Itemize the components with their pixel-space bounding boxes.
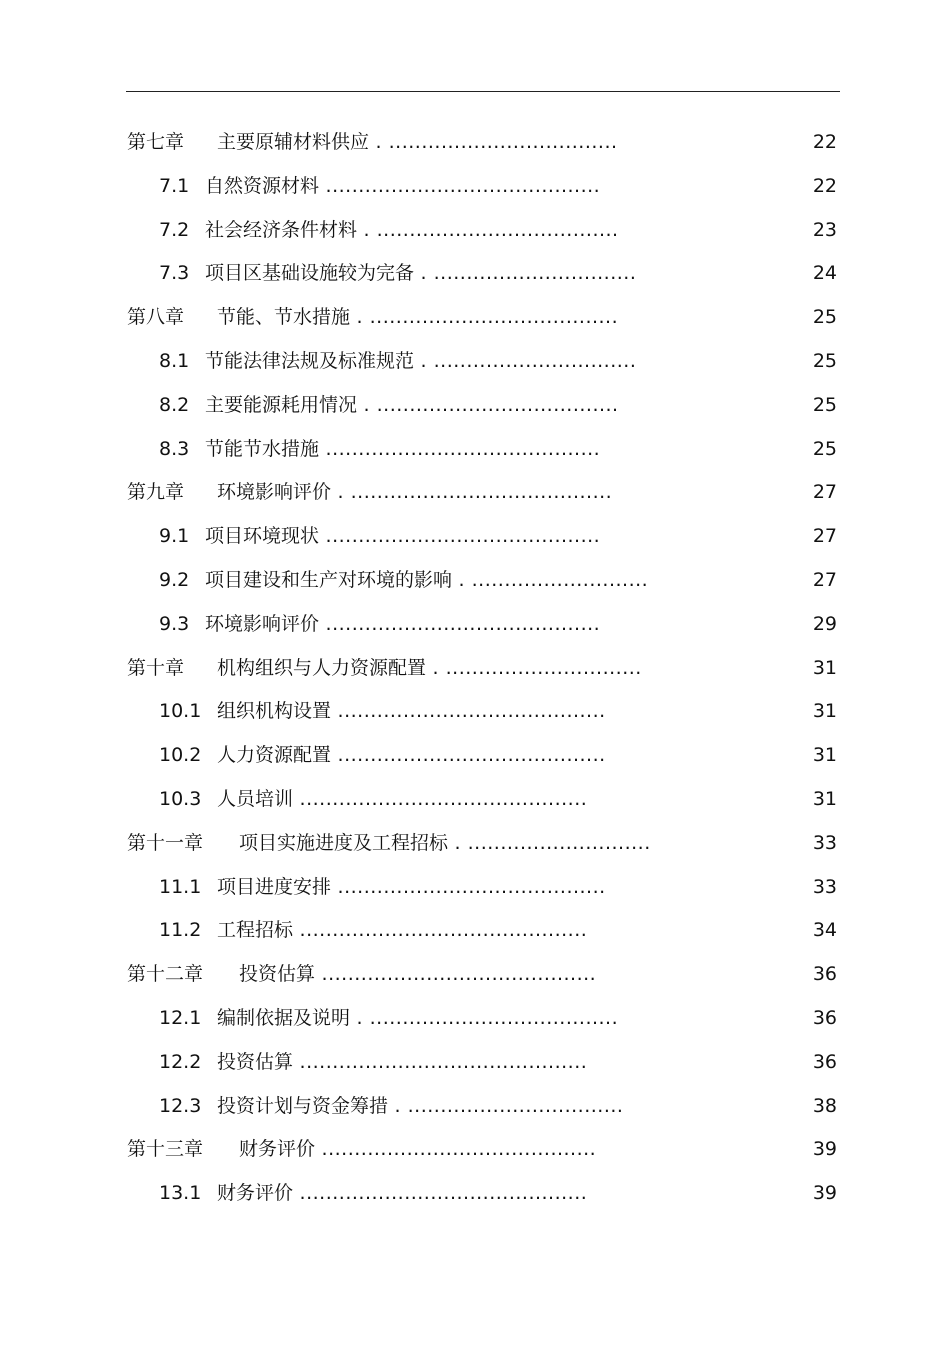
toc-entry-title: 投资计划与资金筹措 . .................................: [217, 1094, 624, 1117]
header-rule: [126, 91, 840, 92]
toc-entry-section-8-3[interactable]: [0, 428, 950, 472]
toc-entry-section-12-3[interactable]: [0, 1085, 950, 1129]
toc-entry-number: 12.1: [159, 1006, 202, 1029]
toc-entry-section-10-2[interactable]: [0, 734, 950, 778]
toc-entry-number: 10.3: [159, 787, 202, 810]
toc-entry-section-10-1[interactable]: [0, 690, 950, 734]
toc-entry-number: 9.3: [159, 612, 190, 635]
toc-entry-section-11-1[interactable]: [0, 866, 950, 910]
toc-entry-number: 9.1: [159, 525, 190, 548]
toc-entry-page: 36: [812, 1006, 837, 1029]
toc-entry-title: 节能、节水措施 . ......................................: [217, 306, 619, 329]
toc-entry-page: 25: [812, 306, 837, 329]
toc-entry-section-8-1[interactable]: [0, 340, 950, 384]
toc-entry-section-7-2[interactable]: [0, 209, 950, 253]
toc-entry-title: 财务评价 ............................................: [217, 1182, 588, 1205]
toc-entry-page: 38: [812, 1094, 837, 1117]
toc-entry-page: 31: [812, 787, 837, 810]
toc-entry-page: 27: [812, 525, 837, 548]
toc-entry-page: 39: [812, 1138, 837, 1161]
toc-entry-number: 10.2: [159, 744, 202, 767]
toc-entry-chapter-8[interactable]: [0, 296, 950, 340]
toc-entry-number: 第九章: [127, 481, 185, 504]
toc-entry-page: 29: [812, 612, 837, 635]
toc-entry-title: 组织机构设置 .........................................: [217, 700, 606, 723]
toc-entry-page: 27: [812, 481, 837, 504]
toc-entry-chapter-9[interactable]: [0, 471, 950, 515]
toc-entry-title: 投资估算 ..........................................: [239, 963, 597, 986]
toc-entry-number: 12.3: [159, 1094, 202, 1117]
toc-entry-title: 环境影响评价 . ........................................: [217, 481, 613, 504]
toc-entry-title: 机构组织与人力资源配置 . ..............................: [217, 656, 642, 679]
toc-entry-page: 33: [812, 875, 837, 898]
toc-entry-title: 工程招标 ............................................: [217, 919, 588, 942]
toc-entry-chapter-13[interactable]: [0, 1128, 950, 1172]
table-of-contents: [0, 121, 950, 1216]
toc-entry-page: 34: [812, 919, 837, 942]
toc-entry-number: 11.2: [159, 919, 202, 942]
toc-entry-page: 31: [812, 656, 837, 679]
toc-entry-number: 第八章: [127, 306, 185, 329]
toc-entry-number: 12.2: [159, 1050, 202, 1073]
toc-entry-title: 主要原辅材料供应 . ...................................: [217, 131, 618, 153]
toc-entry-section-9-2[interactable]: [0, 559, 950, 603]
toc-entry-section-12-1[interactable]: [0, 997, 950, 1041]
toc-entry-title: 主要能源耗用情况 . .....................................: [205, 393, 619, 416]
toc-entry-chapter-7[interactable]: [0, 121, 950, 165]
toc-entry-number: 7.2: [159, 218, 190, 241]
toc-entry-title: 自然资源材料 ..........................................: [205, 174, 601, 197]
toc-entry-section-10-3[interactable]: [0, 778, 950, 822]
toc-entry-number: 8.1: [159, 349, 190, 372]
toc-entry-page: 22: [812, 131, 837, 153]
toc-entry-page: 25: [812, 393, 837, 416]
toc-entry-section-8-2[interactable]: [0, 384, 950, 428]
toc-entry-number: 第七章: [127, 131, 185, 153]
toc-entry-title: 财务评价 ..........................................: [239, 1138, 597, 1161]
toc-entry-page: 31: [812, 700, 837, 723]
toc-entry-page: 27: [812, 568, 837, 591]
toc-entry-number: 第十章: [127, 656, 185, 679]
toc-entry-number: 第十一章: [127, 831, 204, 854]
toc-entry-section-7-3[interactable]: [0, 252, 950, 296]
toc-entry-chapter-11[interactable]: [0, 822, 950, 866]
toc-entry-section-11-2[interactable]: [0, 909, 950, 953]
toc-entry-number: 第十三章: [127, 1138, 204, 1161]
toc-entry-number: 8.2: [159, 393, 190, 416]
toc-entry-title: 人力资源配置 .........................................: [217, 744, 606, 767]
toc-entry-number: 8.3: [159, 437, 190, 460]
toc-entry-section-12-2[interactable]: [0, 1041, 950, 1085]
toc-entry-section-13-1[interactable]: [0, 1172, 950, 1216]
toc-entry-chapter-12[interactable]: [0, 953, 950, 997]
toc-entry-title: 项目建设和生产对环境的影响 . ...........................: [205, 568, 649, 591]
toc-entry-title: 投资估算 ............................................: [217, 1050, 588, 1073]
toc-entry-section-9-3[interactable]: [0, 603, 950, 647]
toc-entry-number: 7.3: [159, 262, 190, 285]
toc-entry-section-9-1[interactable]: [0, 515, 950, 559]
toc-entry-title: 环境影响评价 ..........................................: [205, 612, 601, 635]
toc-entry-page: 25: [812, 349, 837, 372]
toc-entry-title: 人员培训 ............................................: [217, 787, 588, 810]
toc-entry-page: 31: [812, 744, 837, 767]
toc-entry-chapter-10[interactable]: [0, 647, 950, 691]
toc-entry-page: 23: [812, 218, 837, 241]
toc-entry-number: 11.1: [159, 875, 202, 898]
toc-entry-section-7-1[interactable]: [0, 165, 950, 209]
toc-entry-page: 25: [812, 437, 837, 460]
toc-entry-title: 项目实施进度及工程招标 . ............................: [239, 831, 651, 854]
toc-entry-page: 33: [812, 831, 837, 854]
toc-entry-number: 7.1: [159, 174, 190, 197]
toc-entry-title: 项目进度安排 .........................................: [217, 875, 606, 898]
toc-entry-number: 9.2: [159, 568, 190, 591]
toc-entry-page: 39: [812, 1182, 837, 1205]
toc-entry-title: 项目区基础设施较为完备 . ...............................: [205, 262, 637, 285]
toc-entry-page: 36: [812, 1050, 837, 1073]
toc-entry-title: 节能法律法规及标准规范 . ...............................: [205, 349, 637, 372]
toc-entry-number: 10.1: [159, 700, 202, 723]
toc-entry-page: 24: [812, 262, 837, 285]
toc-entry-title: 节能节水措施 ..........................................: [205, 437, 601, 460]
toc-entry-title: 社会经济条件材料 . .....................................: [205, 218, 619, 241]
toc-entry-number: 第十二章: [127, 963, 204, 986]
toc-entry-page: 36: [812, 963, 837, 986]
toc-entry-title: 编制依据及说明 . ......................................: [217, 1006, 619, 1029]
toc-entry-title: 项目环境现状 ..........................................: [205, 525, 601, 548]
toc-entry-page: 22: [812, 174, 837, 197]
toc-entry-number: 13.1: [159, 1182, 202, 1205]
